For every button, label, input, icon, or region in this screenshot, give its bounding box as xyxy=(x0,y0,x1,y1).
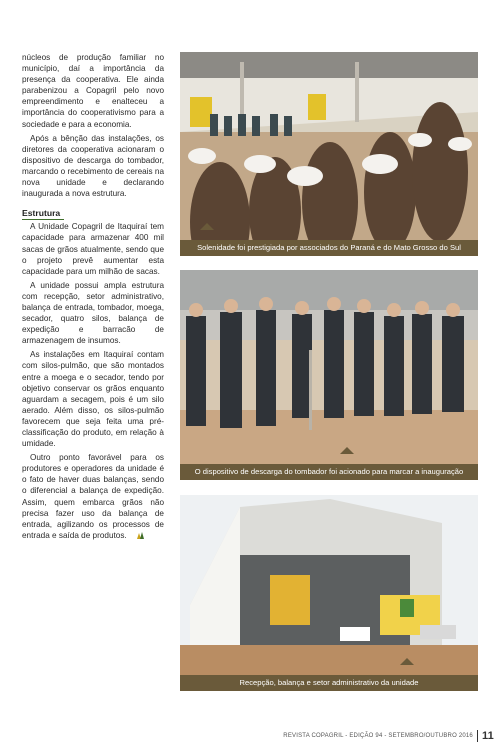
page-number: 11 xyxy=(481,730,494,742)
caption-notch xyxy=(200,223,214,230)
footer-divider xyxy=(477,730,478,742)
photo-directors-lineup xyxy=(180,270,478,480)
paragraph: núcleos de produção familiar no município, daí a importância da presença da cooperativa. Ele ainda parabenizou a Copagril pelo novo empreendimento e enalteceu a importância do cooperativismo para a sociedade e para a economia. xyxy=(22,53,164,129)
page-footer xyxy=(283,730,494,742)
paragraph-text: Outro ponto favorável para os produtores e operadores da unidade é o fato de haver duas balanças, sendo o diferencial a balança de expedição. Assim, quem embarca grãos não precisa fazer uso da balança de entrada, agilizando os processos de entrada e saída de produtos. xyxy=(22,453,164,540)
paragraph: A Unidade Copagril de Itaquiraí tem capacidade para armazenar 400 mil sacas de grãos atualmente, sendo que o projeto prevê aumentar esta capacidade para um milhão de sacas. xyxy=(22,222,164,276)
photo-ceremony-crowd xyxy=(180,52,478,256)
caption-notch xyxy=(340,447,354,454)
caption-notch xyxy=(400,658,414,665)
photo-caption: Solenidade foi prestigiada por associados do Paraná e do Mato Grosso do Sul xyxy=(180,240,478,256)
section-heading: Estrutura xyxy=(22,208,64,220)
photo-caption: O dispositivo de descarga do tombador foi acionado para marcar a inauguração xyxy=(180,464,478,480)
paragraph: As instalações em Itaquiraí contam com silos-pulmão, que são montados entre a moega e o secador, tendo por objetivo conservar os grãos enquanto aguardam a secagem, pois é um silo aerado. Além disso, os silos-pulmão favorecem que seja feita uma pré-classificação do produto, em relação à umidade. xyxy=(22,350,164,449)
paragraph: A unidade possui ampla estrutura com recepção, setor administrativo, balança de entrada, tombador, moega, secador, quatro silos, balança de expedição e barracão de armazenagem de insumos. xyxy=(22,280,164,346)
end-of-article-icon xyxy=(129,531,137,538)
issue-info: REVISTA COPAGRIL - EDIÇÃO 94 - SETEMBRO/OUTUBRO 2016 xyxy=(283,733,473,739)
paragraph: Após a bênção das instalações, os diretores da cooperativa acionaram o dispositivo de descarga do tombador, marcando o recebimento de cereais na nova unidade e declarando inaugurada a nova estrutura. xyxy=(22,133,164,199)
article-column xyxy=(22,52,164,544)
photo-caption: Recepção, balança e setor administrativo da unidade xyxy=(180,675,478,691)
paragraph xyxy=(22,452,164,541)
photo-unit-building xyxy=(180,495,478,691)
